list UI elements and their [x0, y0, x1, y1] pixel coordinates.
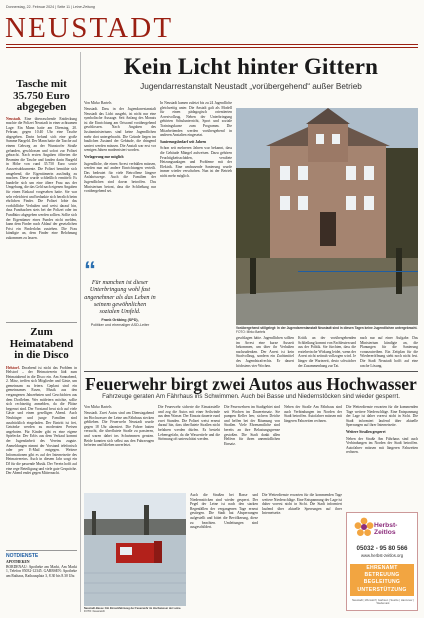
story1-col1 [84, 107, 156, 257]
story1-col1-text: Neustadt. Dass in der Jugendarrestanstalt Neustadt das Licht ausgeht, ist nicht nur eine symbolische Aussage. Seit Anfang des Monats ist die Einrichtung am Ortsrand vorübergehend geschlossen. Nach Angaben des Justizministeriums sind keine Jugendlichen mehr dort untergebracht. Die Gründe liegen im baulichen Zustand der Gebäude, die dringend saniert werden müssen. Die Anstalt war erst vor wenigen Jahren modernisiert worden. [84, 107, 156, 153]
story1-caption-text: Vorübergehend stillgelegt: In der Jugendarrestanstalt Neustadt sind in diesen Tagen keine Jugendlichen untergebracht. [236, 326, 418, 330]
left-story-mid [6, 327, 77, 551]
story1-headline: Kein Licht hinter Gittern [123, 54, 379, 79]
story1-subhead2: Sanierungsbedarf seit Jahren [160, 139, 207, 144]
story2-col2: Die Feuerwehr sicherte die Einsatzstelle und zog die Autos mit einer Seilwinde aus dem Wasser. Der Einsatz dauerte rund zwei Stunden. Die Polizei weist erneut darauf hin, dass überflutete Straßen nicht befahren werden dürfen. Es besteht Lebensgefahr, da die Wassertiefe und die Strömung oft unterschätzt werden. [158, 405, 220, 442]
story1-photo-credit: FOTO: Mirko Bartels [236, 330, 266, 334]
pull-quote [84, 257, 156, 327]
story1-col5: nach nur auf einer Aufgabe. Das Ministerium kündigte an, die Planungen für die Sanierung voranzutreiben. Ein Zeitplan für die Wiedereröffnung steht noch nicht fest. Die Stadt Neustadt hofft auf eine rasche Lösung. [360, 336, 418, 368]
story2-photo-credit: FOTO: Feuerwehr [84, 610, 105, 614]
story2-byline: Von Mirko Bartels [84, 405, 112, 409]
date-text: Donnerstag, 22. Februar 2024 | Seite 11 [6, 5, 70, 9]
date-line: Donnerstag, 22. Februar 2024 | Seite 11 | Leine-Zeitung [6, 5, 95, 9]
left-top-text: Eine überraschende Entdeckung machte die Polizei Neustadt in einer achtsamen Lage: Ein Mann hatte am Dienstag, 20. Februar, gegen 10.40 Uhr eine Tasche abgegeben. Darin befand sich eine große Summe Bargeld. Der Mann hatte die Tasche auf einem Gehweg an der Wunstorfer Straße gefunden, geschlossen und sofort zur Polizei gebracht. Nach ersten Angaben öffneten die Beamten die Tasche und fanden darin Bargeld in Höhe von rund 35.750 Euro sowie Ausweisdokumente. Die Polizei bemühte sich umgehend, die Eigentümerin ausfindig zu machen. Diese wurde schließlich ermittelt: Es handelte sich um eine ältere Frau aus der Umgebung, die das Geld nach eigenen Angaben für einen Einkauf vorgesehen hatte. Sie war sehr erleichtert und bedankte sich herzlich beim ehrlichen Finder. Die Polizei lobte das vorbildliche Verhalten und weist darauf hin, dass Fundsachen stets bei der Polizei oder im Fundbüro abgegeben werden sollten. Sollte sich der Eigentümer eines Fundes nicht melden, kann dem Finder nach Ablauf der gesetzlichen Frist ein Finderlohn zustehen. Die Frau kündigte an, dem Finder eine Belohnung zukommen zu lassen. [6, 116, 77, 240]
story1-col1b-text: Jugendliche, die einen Arrest verbüßen müssen, werden nun auf andere Einrichtungen verteilt. Das bedeutet für viele Betroffene längere Anfahrtswege. Auch die Familien der Jugendlichen sind davon betroffen. Das Ministerium betont, dass die Schließung nur vorübergehend sei. [84, 161, 156, 194]
story1-col2b-text: Schon seit mehreren Jahren war bekannt, dass die Gebäude Mängel aufweisen. Dazu gehören Feuchtigkeitsschäden, veraltete Heizungsanlagen und Probleme mit der Elektrik. Eine umfassende Sanierung wurde immer wieder verschoben. Nun ist der Betrieb nicht mehr möglich. [160, 146, 232, 178]
herbst-zeitlos-ad[interactable] [346, 512, 418, 611]
story-divider [84, 371, 418, 372]
pull-quote-name [84, 318, 156, 327]
story2-headline: Feuerwehr birgt zwei Autos aus Hochwasser [85, 374, 417, 394]
story2-col3: Auch die Straßen bei Basse und Niedernstöcken sind wieder gesperrt. Der Pegel der Leine ist nach den starken Regenfällen der vergangenen Tage erneut gestiegen. Die Stadt hat Absperrungen aufgestellt und bittet die Bevölkerung, diese zu beachten. Umleitungen sind ausgeschildert. [190, 493, 258, 530]
left-story-top [6, 79, 77, 317]
notdienst-label: APOTHEKEN [6, 560, 30, 564]
masthead-rule [6, 44, 418, 45]
story2-subtitle: Fahrzeuge geraten Am Fährhaus ins Schwimmen. Auch bei Basse und Niedernstöcken sind wieder gesperrt. [102, 393, 400, 400]
flower-logo-icon [354, 517, 374, 537]
left-mid-headline: Zum Heimatabend in die Disco [9, 326, 74, 361]
notdienst-box [6, 553, 77, 613]
ad-service-2: BETREUUNG [364, 572, 400, 579]
left-column-rule [80, 52, 81, 612]
left-divider-2 [6, 550, 77, 551]
story1-photo [236, 108, 418, 325]
ad-locations: Neustadt | Wunstorf | Garbsen | Seelze | Hannover | Wedemark [352, 599, 414, 606]
ad-services-band [350, 564, 414, 596]
notdienst-title: NOTDIENSTE [6, 553, 39, 559]
story2-caption [84, 607, 188, 614]
ad-phone-number[interactable]: 05032 - 95 80 566 [356, 545, 408, 552]
left-top-headline: Tasche mit 35.750 Euro abgegeben [13, 78, 70, 113]
story2-photo [84, 493, 186, 606]
left-top-kicker: Neustadt. [6, 116, 22, 121]
left-mid-body [6, 366, 77, 551]
story1-col3: geschlagen hätte. Jugendlichen sollten im Arrest eine kurze Auszeit bekommen, um über ihr Verhalten nachzudenken. Der Arrest ist kein Strafvollzug, sondern ein Zuchtmittel des Jugendstrafrechts. Er dauert höchstens vier Wochen. [236, 336, 294, 368]
ad-service-1: EHRENAMT [366, 565, 398, 571]
left-mid-text: Dorabend ist nicht das Problem in Helstorf – der Heimatverein lädt zum Heimatabend in die Disco ein. Am Sonnabend, 2. März, treffen sich Mitglieder und Gäste, um gemeinsam zu feiern. Geplant sind ein gemeinsames Essen, Musik aus den vergangenen Jahrzehnten und Geschichten aus dem Dorfleben. Wer mitfeiern möchte, sollte sich rechtzeitig anmelden, da die Plätze begrenzt sind. Der Vorstand freut sich auf viele Gäste und einen geselligen Abend. Auch Neubürger und junge Familien sind ausdrücklich eingeladen. Der Eintritt ist frei, Getränke werden zu moderaten Preisen angeboten. Für Kinder gibt es eine eigene Spielecke. Der Erlös aus dem Verkauf kommt der Jugendarbeit des Vereins zugute. Anmeldungen nimmt der Vorstand telefonisch oder per E-Mail entgegen. Weitere Informationen gibt es auf der Internetseite des Heimatvereins. Auch in diesem Jahr sorgt ein DJ für die passende Musik. Der Verein hofft auf eine rege Beteiligung und viele gute Gespräche. Der Abend endet gegen Mitternacht. [6, 365, 77, 476]
ad-service-4: UNTERSTÜTZUNG [357, 586, 407, 593]
story2-subhead: Weitere Straßen gesperrt [346, 429, 386, 434]
story1-col4: Kritik an der vorübergehenden Schließung kommt von Fachleuten und aus der Politik. Sie fürchten, dass die erzieherische Wirkung leidet, wenn der Arrest nicht zeitnah vollzogen wird. Je länger die Wartezeit, desto schwächer der Zusammenhang zur Tat. [298, 336, 356, 368]
story2-col1: Neustadt. Zwei Autos sind am Dienstagabend im Hochwasser der Leine am Fährhaus stecken geblieben. Die Feuerwehr Neustadt wurde gegen 18 Uhr alarmiert. Die Fahrer hatten versucht, die überflutete Straße zu passieren, und waren dabei ins Schwimmen geraten. Beide konnten sich selbst aus den Fahrzeugen befreien und blieben unverletzt. [84, 411, 154, 448]
notdienst-body: BORDENAU: Apotheke am Markt, Am Markt 1, Telefon 05032-12345. GARBSEN: Apotheke am Rathaus, Rathausplatz 3, 8.30 bis 8.30 Uhr. [6, 564, 77, 578]
story2-col5b-text: Neben der Straße Am Fährhaus sind auch Verbindungen im Norden der Stadt betroffen. Autofahrer müssen mit längeren Fahrzeiten rechnen. [284, 405, 342, 423]
section-title: NEUSTADT [5, 12, 174, 44]
ad-service-3: BEGLEITUNG [363, 579, 401, 586]
story1-col2-text: In Neustadt kamen zuletzt bis zu 24 Jugendliche gleichzeitig unter. Die Anstalt galt als Modell für einen pädagogisch orientierten Arrestvollzug. Neben der Unterbringung gehörten Schulunterricht, Sport und soziale Trainingskurse zum Programm. Die Mitarbeitenden werden vorübergehend in anderen Anstalten eingesetzt. [160, 101, 232, 138]
story2-caption-text: Neustadt-Basse: Ein Einsatzfahrzeug der Feuerwehr im Hochwasser der Leine. [84, 607, 182, 610]
story2-col5 [284, 405, 342, 489]
story2-col6b-text: Neben der Straße Am Fährhaus sind auch Verbindungen im Norden der Stadt betroffen. Autofahrer müssen mit längeren Fahrzeiten rechnen. [346, 436, 418, 455]
story1-caption [236, 326, 418, 335]
left-mid-kicker: Helstorf. [6, 365, 20, 370]
quote-role: Politiker und ehemaliger ASD-Leiter [90, 322, 150, 327]
quote-mark-icon: “ [84, 257, 96, 284]
story1-col2 [160, 101, 232, 321]
story1-byline: Von Mirko Bartels [84, 101, 112, 105]
story1-box-rule [298, 271, 418, 272]
pull-quote-text: Für manchen ist dieser Unterbringung wohl fast angenehmer als das Leben in seinem gewöhnlichen sozialen Umfeld. [84, 280, 156, 316]
left-divider [6, 322, 77, 323]
story1-subhead1: Verlagerung nur möglich [84, 154, 124, 159]
story2-col4b [262, 493, 342, 611]
quote-person: Frank Gräbing (SPD), [101, 318, 139, 323]
story2-col5-text: Die Wetterdienste erwarten für die kommenden Tage weitere Niederschläge. Eine Entspannung der Lage ist daher vorerst nicht in Sicht. Die Stadt informiert laufend über aktuelle Sperrungen auf ihrer Internetseite. [262, 493, 342, 516]
story2-col6-text: Die Wetterdienste erwarten für die kommenden Tage weitere Niederschläge. Eine Entspannung der Lage ist daher vorerst nicht in Sicht. Die Stadt informiert laufend über aktuelle Sperrungen auf ihrer Internetseite. [346, 405, 418, 428]
masthead-rule-thin [6, 47, 418, 48]
ad-website[interactable]: www.herbst-zeitlos.org [360, 553, 404, 558]
story1-subtitle: Jugendarrestanstalt Neustadt „vorübergehend“ außer Betrieb [140, 82, 362, 91]
story2-col6 [346, 405, 418, 509]
paper-name: Leine-Zeitung [72, 5, 95, 9]
left-top-body [6, 117, 77, 317]
story2-col4: Die Feuerwehren im Stadtgebiet sind seit Wochen im Dauereinsatz. Sie pumpen Keller leer, sichern Deiche und helfen bei der Räumung von Straßen. Viele Ehrenamtliche sind bereits an ihre Belastungsgrenze gestoßen. Die Stadt dankt allen Helfern für ihren unermüdlichen Einsatz. [224, 405, 280, 446]
ad-brand-name: Herbst-Zeitlos [374, 522, 398, 536]
